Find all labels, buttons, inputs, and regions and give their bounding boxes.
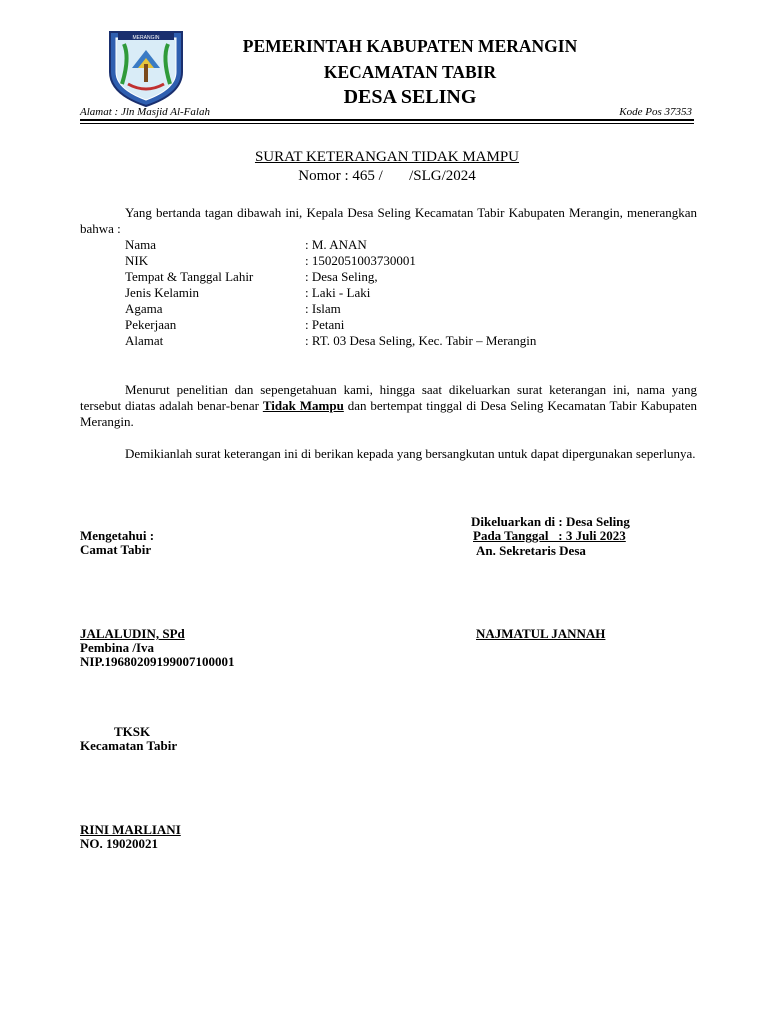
letter-number: Nomor : 465 / /SLG/2024 bbox=[298, 168, 476, 184]
statement-text-end: dan bertempat tinggal di Desa Seling Kecamatan Tabir Kabupaten Merangin. bbox=[80, 398, 697, 429]
secretary-name: NAJMATUL JANNAH bbox=[476, 626, 606, 641]
closing-paragraph bbox=[80, 446, 697, 462]
letter-title: SURAT KETERANGAN TIDAK MAMPU bbox=[254, 149, 520, 165]
field-label: Nama bbox=[125, 237, 157, 252]
issued-place: Dikeluarkan di : Desa Seling bbox=[471, 514, 630, 529]
letterhead-postal-code: Kode Pos 37353 bbox=[619, 106, 692, 118]
field-value: : Laki - Laki bbox=[305, 285, 371, 300]
tksk-name: RINI MARLIANI bbox=[80, 822, 181, 837]
tksk-number: NO. 19020021 bbox=[80, 836, 158, 851]
field-label: Tempat & Tanggal Lahir bbox=[125, 269, 254, 284]
camat-title: Camat Tabir bbox=[80, 542, 152, 557]
closing-text: Demikianlah surat keterangan ini di berikan kepada yang bersangkutan untuk dapat dipergunakan seperlunya. bbox=[125, 446, 696, 461]
camat-rank: Pembina /Iva bbox=[80, 640, 155, 655]
letterhead-divider bbox=[80, 119, 694, 121]
statement-text-start: Menurut penelitian dan sepengetahuan kami, hingga saat dikeluarkan surat keterangan ini, nama yang tersebut diatas adalah benar-benar bbox=[80, 382, 697, 413]
intro-text: Yang bertanda tagan dibawah ini, Kepala Desa Seling Kecamatan Tabir Kabupaten Merangin, menerangkan bahwa : bbox=[80, 205, 697, 236]
tksk-area: Kecamatan Tabir bbox=[80, 738, 178, 753]
letterhead-government: PEMERINTAH KABUPATEN MERANGIN bbox=[242, 36, 578, 56]
issued-date: Pada Tanggal : 3 Juli 2023 bbox=[473, 528, 626, 543]
field-label: NIK bbox=[125, 253, 149, 268]
field-label: Jenis Kelamin bbox=[125, 285, 200, 300]
field-value: : RT. 03 Desa Seling, Kec. Tabir – Merangin bbox=[305, 333, 537, 348]
letterhead-district: KECAMATAN TABIR bbox=[323, 62, 497, 82]
field-value: : 1502051003730001 bbox=[305, 253, 416, 268]
field-label: Alamat bbox=[125, 333, 164, 348]
letterhead-village: DESA SELING bbox=[343, 86, 477, 108]
field-value: : Desa Seling, bbox=[305, 269, 378, 284]
camat-name: JALALUDIN, SPd bbox=[80, 626, 185, 641]
statement-emphasis: Tidak Mampu bbox=[262, 398, 344, 413]
field-value: : Petani bbox=[305, 317, 345, 332]
letterhead-address: Alamat : Jln Masjid Al-Falah bbox=[80, 106, 210, 118]
letterhead-divider-thin bbox=[80, 123, 694, 124]
secretary-title: An. Sekretaris Desa bbox=[476, 543, 586, 558]
intro-paragraph bbox=[80, 205, 697, 237]
statement-paragraph bbox=[80, 382, 697, 430]
field-value: : M. ANAN bbox=[305, 237, 367, 252]
emblem-banner-text: MERANGIN bbox=[132, 35, 160, 41]
regency-emblem-logo bbox=[106, 28, 186, 108]
tksk-title: TKSK bbox=[114, 724, 151, 739]
camat-nip: NIP.19680209199007100001 bbox=[80, 654, 235, 669]
field-label: Pekerjaan bbox=[125, 317, 177, 332]
acknowledge-label: Mengetahui : bbox=[80, 528, 155, 543]
field-value: : Islam bbox=[305, 301, 341, 316]
field-label: Agama bbox=[125, 301, 163, 316]
